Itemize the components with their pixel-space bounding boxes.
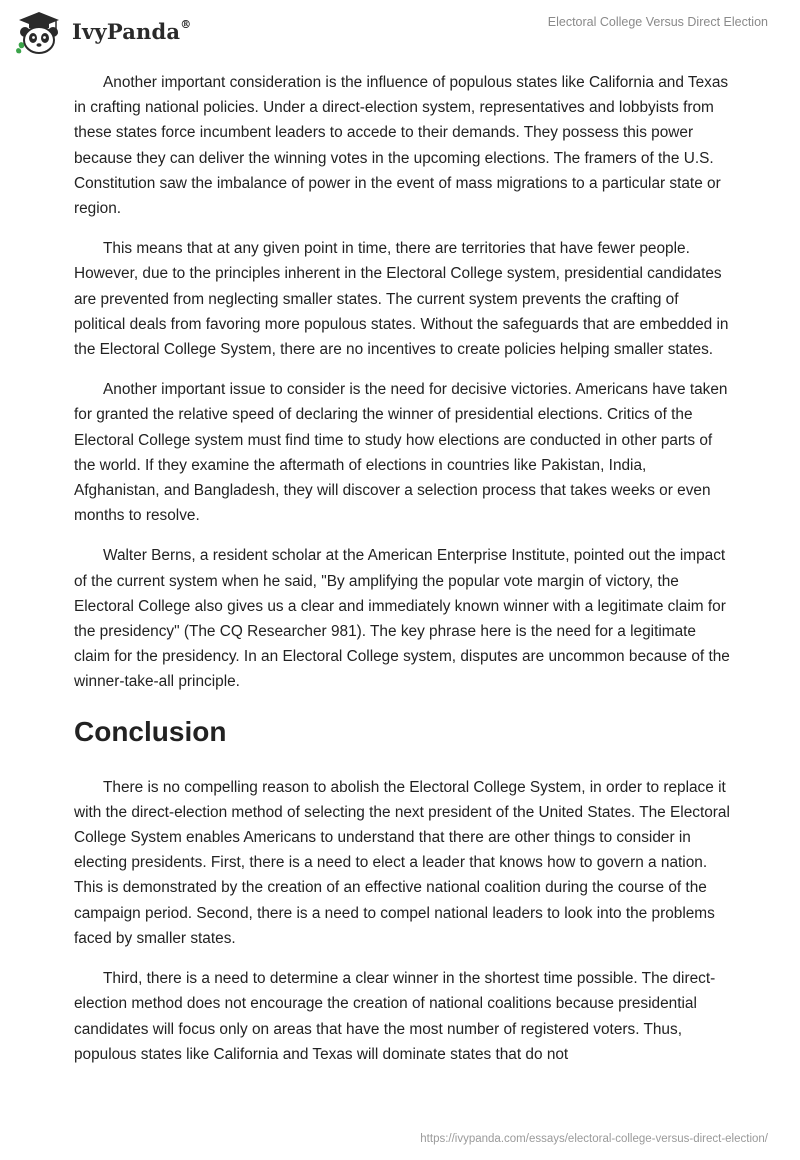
ivypanda-logo[interactable]: [14, 10, 191, 56]
section-heading: Conclusion: [74, 715, 227, 747]
page-header: [0, 0, 800, 70]
panda-logo-icon: [14, 10, 64, 56]
essay-body: [74, 70, 734, 1082]
paragraph: Third, there is a need to determine a clear winner in the shortest time possible. The direct-election method does not encourage the creation of national coalitions because presidential candidates will focus only on areas that have the most number of registered voters. Thus, populous states like California and Texas will dominate states that do not: [74, 970, 716, 1063]
brand-name: IvyPanda®: [72, 17, 192, 44]
paragraph: Another important issue to consider is the need for decisive victories. Americans have taken for granted the relative speed of declaring the winner of presidential elections. Critics of the Electoral College system must find time to study how elections are conducted in other parts of the world. If they examine the aftermath of elections in countries like Pakistan, India, Afghanistan, and Bangladesh, they will discover a selection process that takes weeks or even months to resolve.: [74, 381, 728, 525]
source-url[interactable]: https://ivypanda.com/essays/electoral-college-versus-direct-election/: [420, 1133, 768, 1145]
paragraph: Another important consideration is the influence of populous states like California and Texas in crafting national policies. Under a direct-election system, representatives and lobbyists from these states force incumbent leaders to accede to their demands. They possess this power because they can deliver the winning votes in the upcoming elections. The framers of the U.S. Constitution saw the imbalance of power in the event of mass migrations to a particular state or region.: [74, 74, 729, 218]
paragraph: This means that at any given point in time, there are territories that have fewer people. However, due to the principles inherent in the Electoral College system, presidential candidates are prevented from neglecting smaller states. The current system prevents the crafting of political deals from favoring more populous states. Without the safeguards that are embedded in the Electoral College System, there are no incentives to create policies helping smaller states.: [74, 240, 729, 359]
paragraph: Walter Berns, a resident scholar at the American Enterprise Institute, pointed out the impact of the current system when he said, "By amplifying the popular vote margin of victory, the Electoral College also gives us a clear and immediately known winner with a legitimate claim for the presidency" (The CQ Researcher 981). The key phrase here is the need for a legitimate claim for the presidency. In an Electoral College system, disputes are uncommon because of the winner-take-all principle.: [74, 547, 730, 691]
paragraph: There is no compelling reason to abolish the Electoral College System, in order to replace it with the direct-election method of selecting the next president of the United States. The Electoral College System enables Americans to understand that there are other things to consider in electing presidents. First, there is a need to elect a leader that knows how to govern a nation. This is demonstrated by the creation of an effective national coalition during the course of the campaign period. Second, there is a need to compel national leaders to look into the problems faced by smaller states.: [74, 778, 730, 947]
document-title: Electoral College Versus Direct Election: [547, 15, 768, 29]
